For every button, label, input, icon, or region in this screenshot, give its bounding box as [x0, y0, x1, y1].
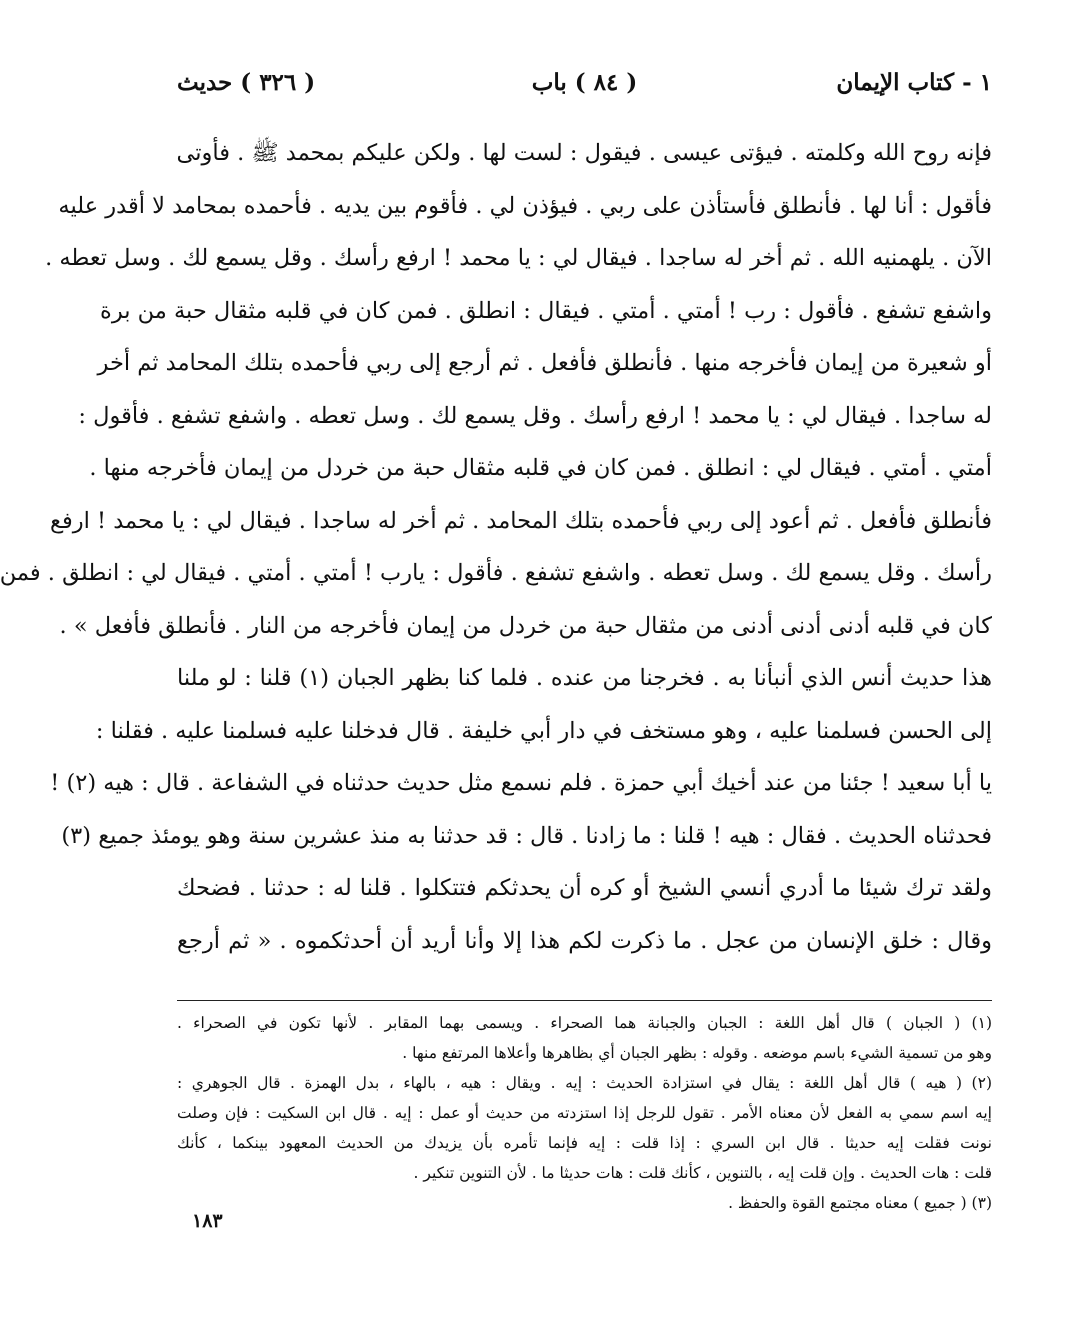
text-line: رأسك . وقل يسمع لك . وسل تعطه . واشفع تشفع . فأقول : يارب ! أمتي . أمتي . فيقال لي : انطلق . فمن [0, 560, 992, 586]
footnote-line: وهو من تسمية الشيء باسم موضعه . وقوله : بظهر الجبان أي بظاهرها وأعلاها المرتفع منها . [402, 1044, 992, 1062]
text-line: فأنطلق فأفعل . ثم أعود إلى ربي فأحمده بتلك المحامد . ثم أخر له ساجدا . فيقال لي : يا محمد ! ارفع [50, 507, 992, 534]
text-line: الآن . يلهمنيه الله . ثم أخر له ساجدا . فيقال لي : يا محمد ! ارفع رأسك . وقل يسمع لك . وسل تعطه . [45, 245, 992, 271]
text-line: يا أبا سعيد ! جئنا من عند أخيك أبي حمزة . فلم نسمع مثل حديث حدثناه في الشفاعة . قال : هيه (٢) ! [50, 770, 992, 796]
footnote-line: نونت فقلت إيه حديثا . قال ابن السري : إذا قلت : إيه فإنما تأمره بأن يزيدك من الحديث المعهود بينكما ، كأنك [177, 1134, 992, 1152]
text-line: فحدثناه الحديث . فقال : هيه ! قلنا : ما زادنا . قال : قد حدثنا به منذ عشرين سنة وهو يومئذ جميع (٣) [61, 822, 992, 849]
footnote-line: قلت : هات الحديث . وإن قلت إيه ، بالتنوين ، كأنك قلت : هات حديثا ما . لأن التنوين تنكير . [413, 1164, 992, 1182]
text-line: إلى الحسن فسلمنا عليه ، وهو مستخف في دار أبي خليفة . قال فدخلنا عليه فسلمنا عليه . فقلنا : [95, 717, 992, 744]
page-number: ١٨٣ [192, 1210, 223, 1232]
footnote-line: (٣) ( جميع ) معناه مجتمع القوة والحفظ . [728, 1194, 992, 1212]
text-line: هذا حديث أنس الذي أنبأنا به . فخرجنا من عنده . فلما كنا بظهر الجبان (١) قلنا : لو ملنا [177, 665, 992, 691]
text-line: أو شعيرة من إيمان فأخرجه منها . فأنطلق فأفعل . ثم أرجع إلى ربي فأحمده بتلك المحامد ثم أخر [97, 350, 992, 376]
text-line: فأقول : أنا لها . فأنطلق فأستأذن على ربي . فيؤذن لي . فأقوم بين يديه . فأحمده بمحامد لا أقدر عليه [58, 192, 992, 219]
chapter-title: ١ - كتاب الإيمان [836, 69, 992, 96]
text-line: فإنه روح الله وكلمته . فيؤتى عيسى . فيقول : لست لها . ولكن عليكم بمحمد ﷺ . فأوتى [176, 140, 992, 166]
text-line: واشفع تشفع . فأقول : رب ! أمتي . أمتي . فيقال : انطلق . فمن كان في قلبه مثقال حبة من برة [100, 297, 992, 324]
book-page [0, 55, 992, 1295]
text-line: له ساجدا . فيقال لي : يا محمد ! ارفع رأسك . وقل يسمع لك . وسل تعطه . واشفع تشفع . فأقول : [78, 402, 992, 429]
text-line: ولقد ترك شيئا ما أدري أنسي الشيخ أو كره أن يحدثكم فتتكلوا . قلنا له : حدثنا . فضحك [177, 875, 992, 901]
hadith-text [0, 127, 992, 967]
footnote-line: إيه اسم سمي به الفعل لأن معناه الأمر . تقول للرجل إذا استزدته من حديث أو عمل : إيه . قال ابن السكيت : فإن وصلت [177, 1104, 992, 1122]
hadith-number: ( ٣٢٦ ) حديث [177, 69, 316, 96]
text-line: أمتي . أمتي . فيقال لي : انطلق . فمن كان في قلبه مثقال حبة من خردل من إيمان فأخرجه منها . [89, 455, 992, 481]
bab-number: ( ٨٤ ) باب [531, 69, 638, 96]
running-header [177, 69, 992, 109]
footnote-line: (١) ( الجبان ) قال أهل اللغة : الجبان والجبانة هما الصحراء . ويسمى بهما المقابر . لأنها تكون في الصحراء . [177, 1014, 992, 1032]
text-line: وقال : خلق الإنسان من عجل . ما ذكرت لكم هذا إلا وأنا أريد أن أحدثكموه . « ثم أرجع [177, 927, 992, 954]
footnote-divider [177, 1000, 992, 1001]
footnotes [177, 1008, 992, 1218]
text-line: كان في قلبه أدنى أدنى أدنى من مثقال حبة من خردل من إيمان فأخرجه من النار . فأنطلق فأفعل » . [59, 612, 992, 639]
footnote-line: (٢) ( هيه ) قال أهل اللغة : يقال في استزادة الحديث : إيه . ويقال : هيه ، بالهاء ، بدل الهمزة . قال الجوهري : [177, 1074, 992, 1092]
